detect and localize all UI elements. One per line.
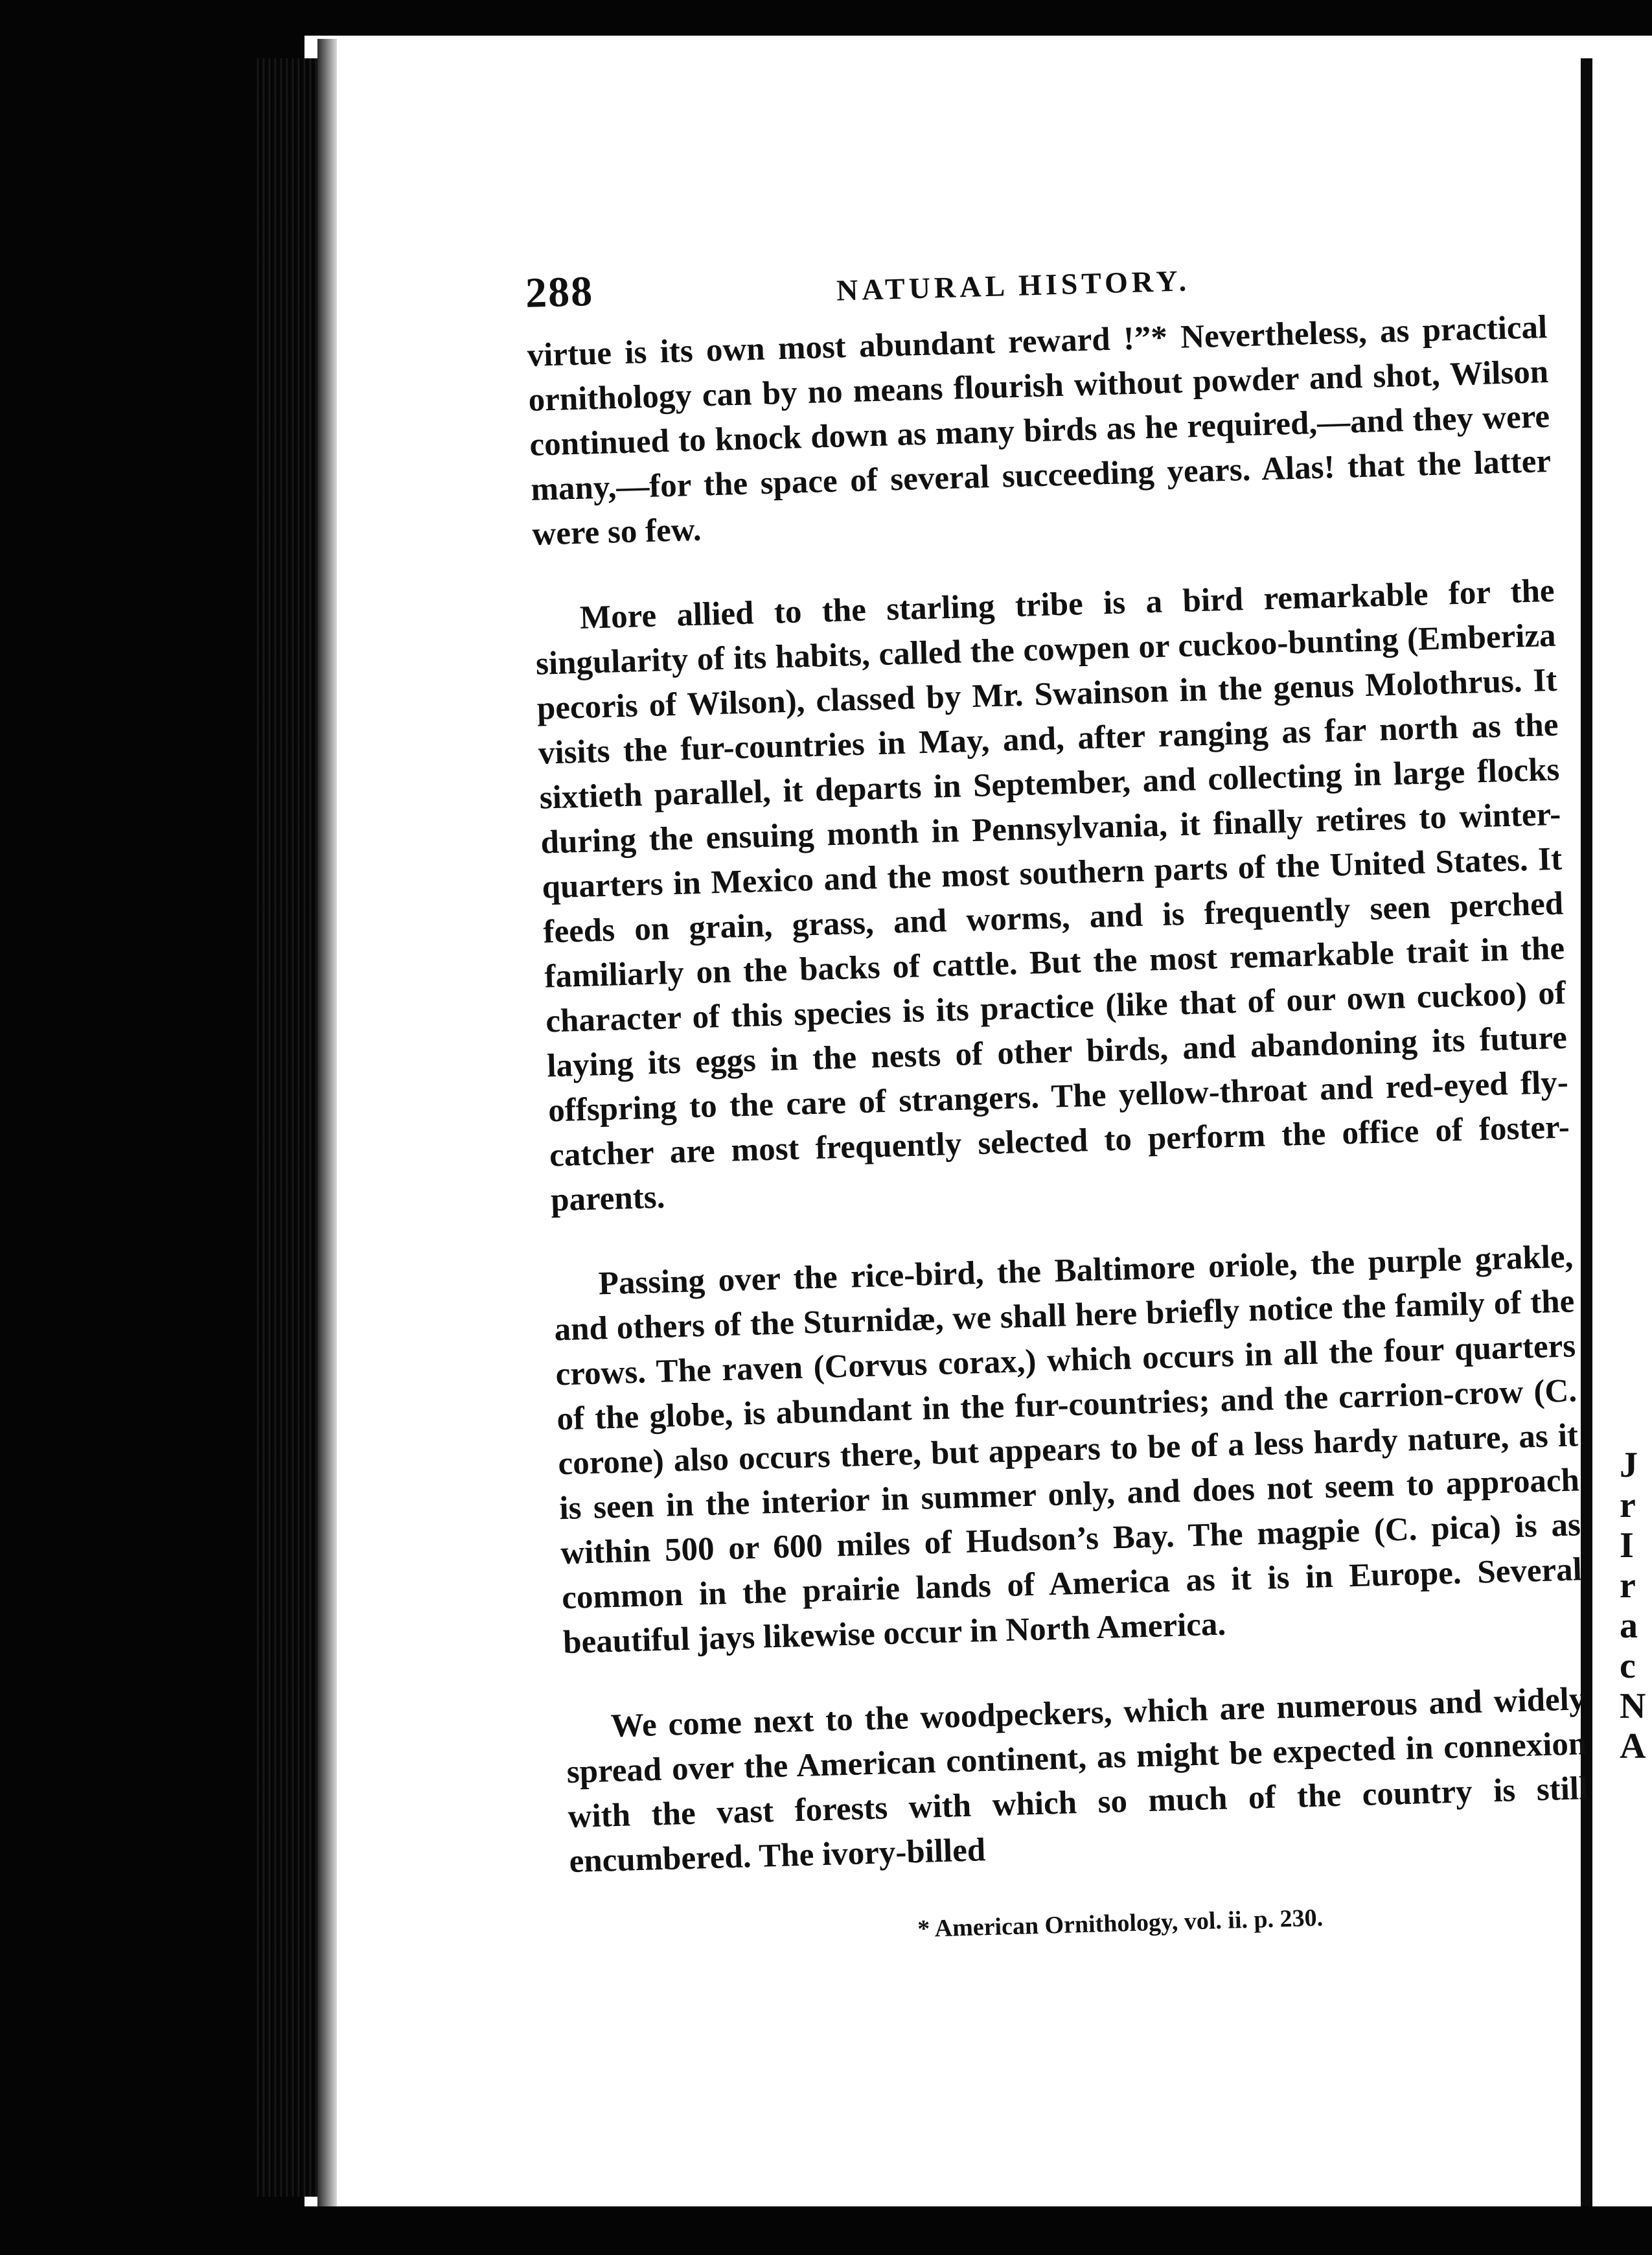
fragment-letter: N xyxy=(1620,1686,1646,1726)
page-edge-shadow xyxy=(317,39,337,2229)
adjacent-page xyxy=(1592,58,1652,2210)
text-block xyxy=(525,240,1592,1953)
book-page xyxy=(337,39,1589,2206)
fragment-letter: I xyxy=(1620,1525,1634,1566)
fragment-letter: c xyxy=(1620,1646,1636,1686)
paragraph-2: More allied to the starling tribe is a bird remarkable for the singularity of its habits, called the cowpen or cuckoo-bunting (Emberiza pecoris of Wilson), classed by Mr. Swainson in the genus Molothrus. It visits the fur-countries in May, and, after ranging as far north as the sixtieth parallel, it departs in September, and collecting in large flocks during the ensuing month in Pennsylvania, it finally retires to winter-quarters in Mexico and the most southern parts of the United States. It feeds on grain, grass, and worms, and is frequently seen perched familiarly on the backs of cattle. But the most remarkable trait in the character of this species is its practice (like that of our own cuckoo) of laying its eggs in the nests of other birds, and abandoning its future offspring to the care of strangers. The yellow-throat and red-eyed fly-catcher are most frequently selected to perform the office of foster-parents. xyxy=(535,572,1570,1219)
running-head: NATURAL HISTORY. xyxy=(836,264,1191,307)
fragment-letter: J xyxy=(1620,1445,1638,1485)
paragraph-1: virtue is its own most abundant reward !”* Nevertheless, as practical ornithology can by no means flourish without powder and shot, Wilson continued to knock down as many birds as he required,—and they were many,—for the space of several succeeding years. Alas! that the latter were so few. xyxy=(526,308,1552,553)
fragment-letter: r xyxy=(1620,1485,1636,1525)
adjacent-page-fragments xyxy=(1620,1445,1646,1766)
fragment-letter: a xyxy=(1620,1606,1638,1646)
paragraph-4: We come next to the woodpeckers, which are numerous and widely spread over the American continent, as might be expected in connexion with the vast forests with which so much of the country is still encumbered. The ivory-billed xyxy=(566,1681,1589,1880)
page-number: 288 xyxy=(525,268,595,317)
paragraph-3: Passing over the rice-bird, the Baltimore oriole, the purple grakle, and others of the Sturnidæ, we shall here briefly notice the family of the crows. The raven (Corvus corax,) which occurs in all the four quarters of the globe, is abundant in the fur-countries; and the carrion-crow (C. corone) also occurs there, but appears to be of a less hardy nature, as it is seen in the interior in summer only, and does not seem to approach within 500 or 600 miles of Hudson’s Bay. The magpie (C. pica) is as common in the prairie lands of America as it is in Europe. Several beautiful jays likewise occur in North America. xyxy=(553,1238,1583,1661)
scan-bottom-border xyxy=(0,2206,1652,2255)
fragment-letter: r xyxy=(1620,1566,1636,1606)
footnote: * American Ornithology, vol. ii. p. 230. xyxy=(917,1904,1324,1943)
fragment-letter: A xyxy=(1620,1726,1646,1766)
